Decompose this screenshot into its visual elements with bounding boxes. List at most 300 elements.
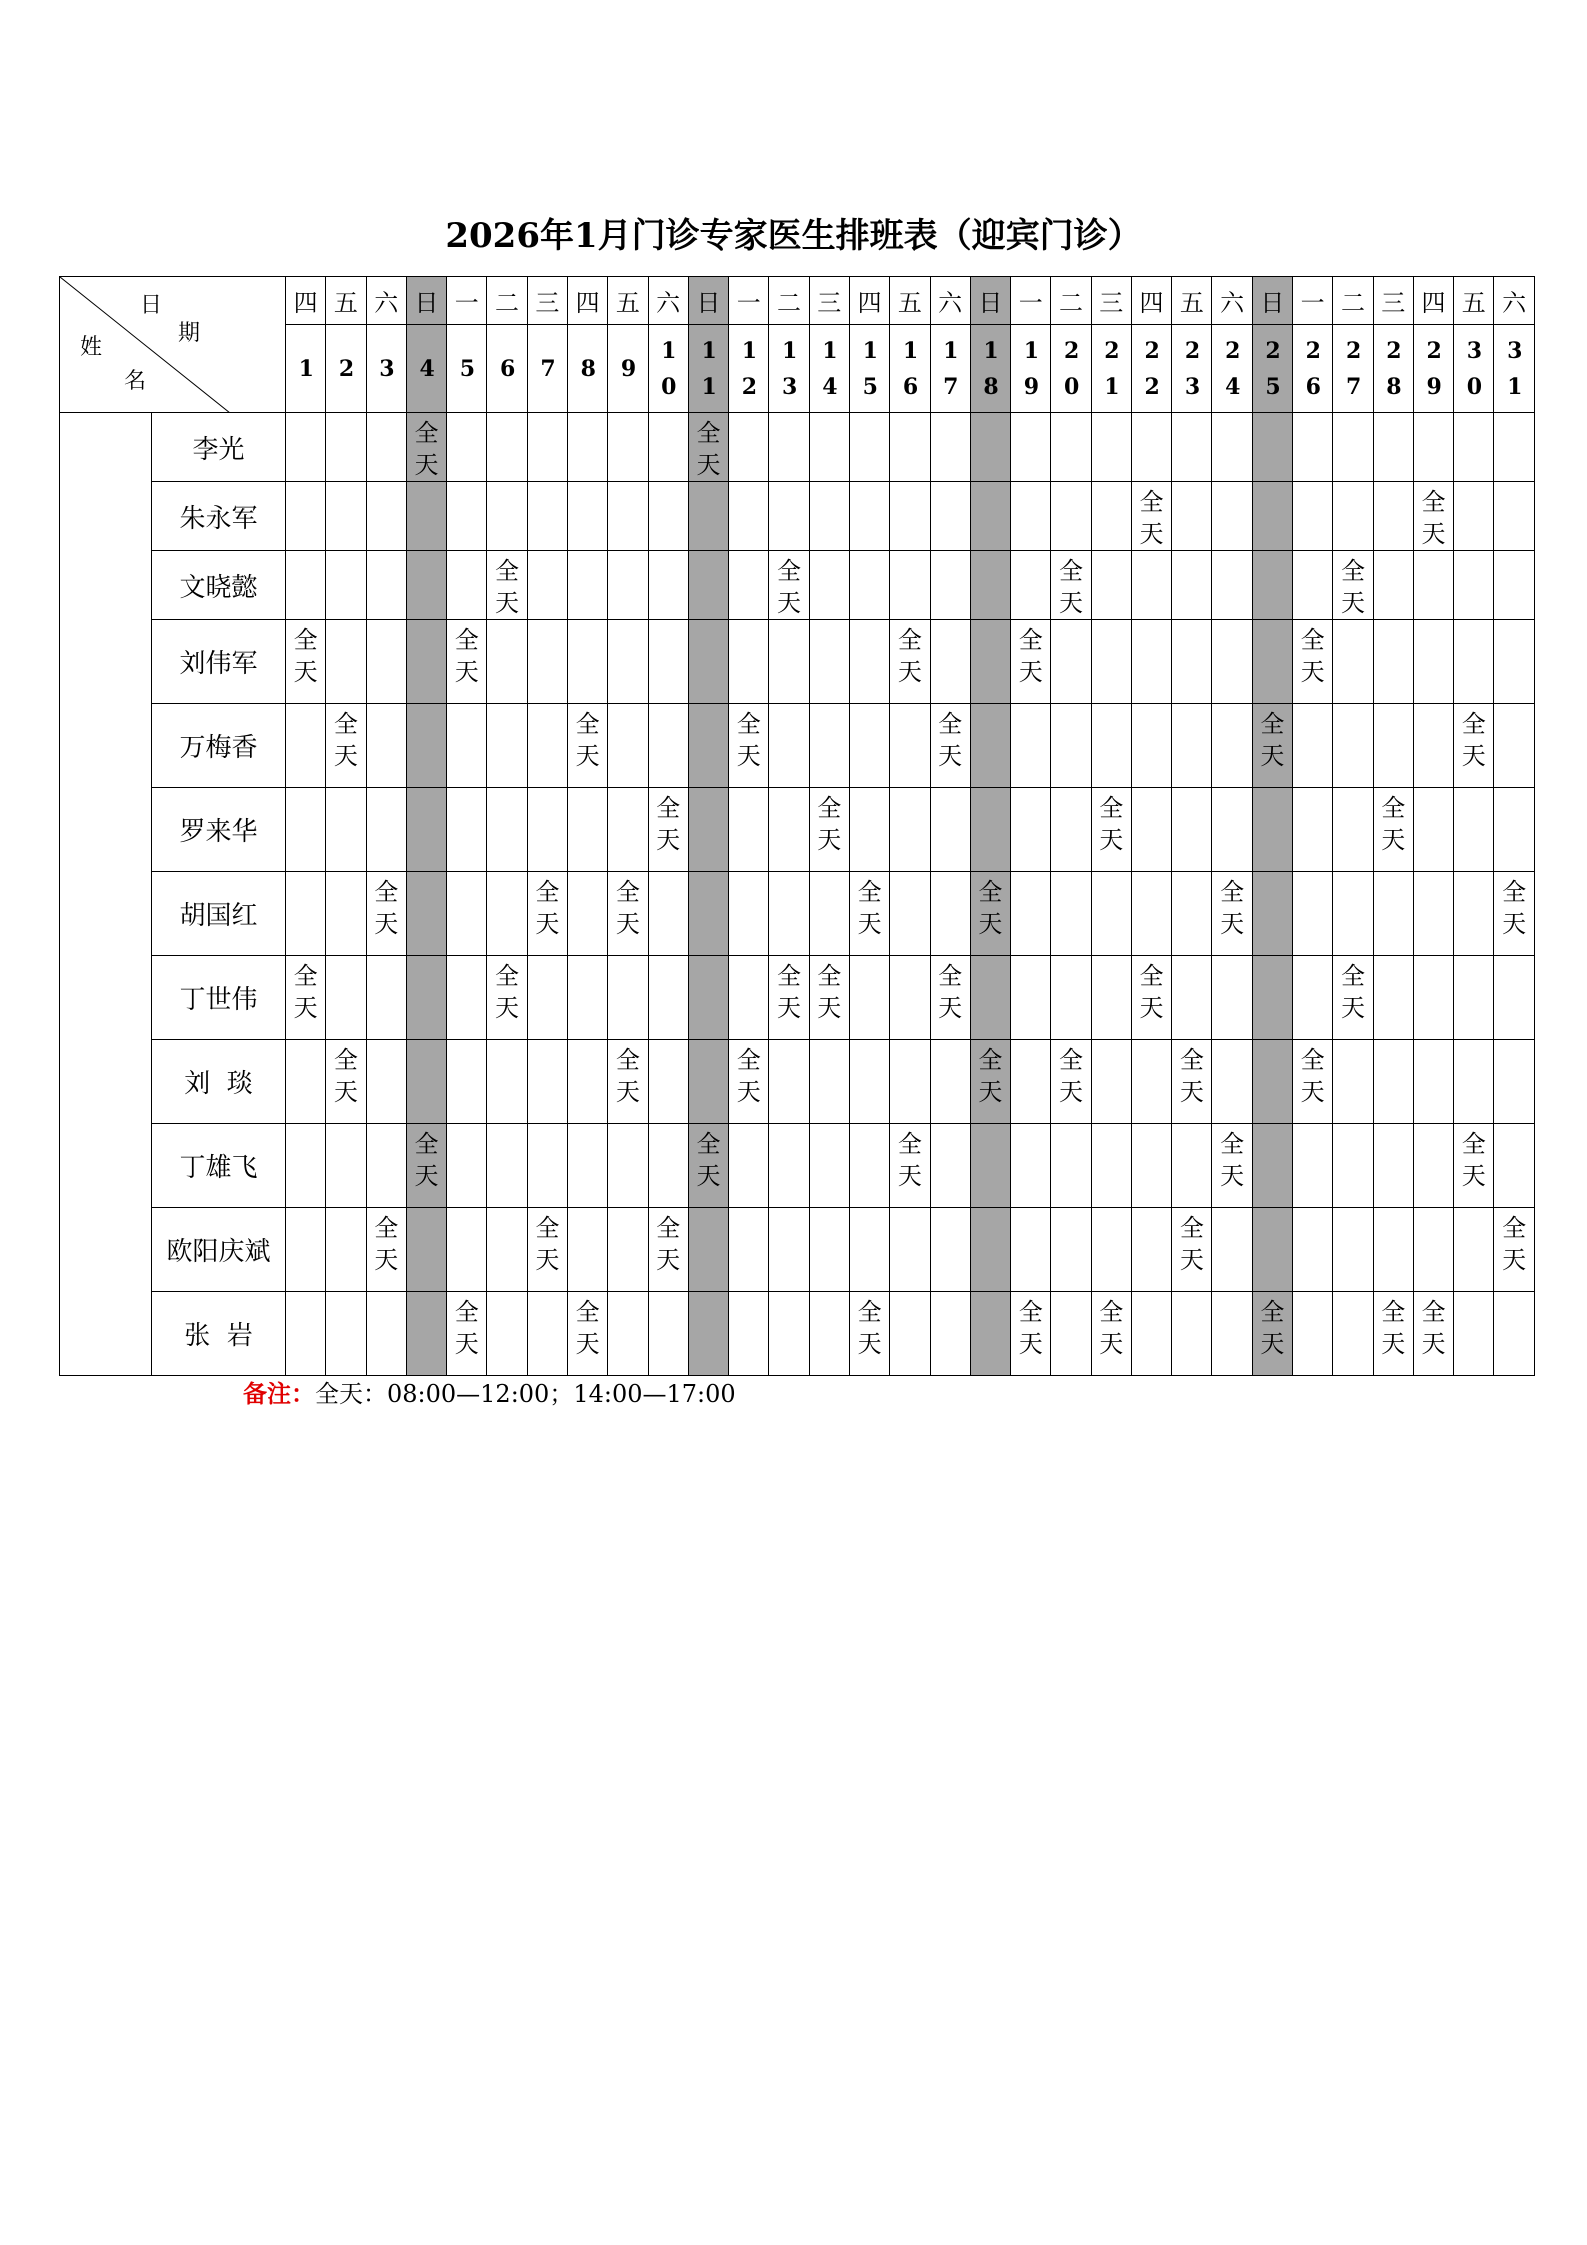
schedule-cell-day-29	[1413, 1040, 1453, 1124]
shift-label: 全天	[615, 878, 640, 938]
shift-label: 全天	[1502, 878, 1527, 938]
schedule-cell-day-21	[1091, 551, 1131, 620]
schedule-cell-day-29	[1413, 551, 1453, 620]
schedule-cell-day-3	[366, 872, 406, 956]
shift-label: 全天	[656, 1214, 681, 1274]
schedule-cell-day-23	[1172, 704, 1212, 788]
schedule-cell-day-13	[769, 1124, 809, 1208]
schedule-cell-day-14	[809, 551, 849, 620]
shift-label: 全天	[1099, 1298, 1124, 1358]
shift-label: 全天	[1381, 794, 1406, 854]
date-header-5	[447, 325, 487, 413]
schedule-cell-day-29	[1413, 956, 1453, 1040]
schedule-cell-day-16	[890, 1124, 930, 1208]
date-header-1	[286, 325, 326, 413]
schedule-cell-day-14	[809, 1208, 849, 1292]
schedule-cell-day-5	[447, 482, 487, 551]
date-header-14	[809, 325, 849, 413]
shift-label: 全天	[817, 962, 842, 1022]
doctor-name: 文晓懿	[152, 551, 286, 620]
schedule-cell-day-5	[447, 956, 487, 1040]
shift-label: 全天	[1300, 626, 1325, 686]
schedule-cell-day-10	[648, 1292, 688, 1376]
schedule-cell-day-18	[970, 872, 1010, 956]
date-number: 23	[1184, 337, 1201, 400]
date-header-28	[1373, 325, 1413, 413]
schedule-cell-day-24	[1212, 1040, 1252, 1124]
schedule-cell-day-14	[809, 704, 849, 788]
date-number: 21	[1104, 337, 1120, 400]
weekday-header-16: 五	[890, 277, 930, 325]
schedule-cell-day-19	[1011, 1040, 1051, 1124]
schedule-cell-day-22	[1131, 551, 1171, 620]
doctor-name: 张 岩	[152, 1292, 286, 1376]
schedule-cell-day-29	[1413, 413, 1453, 482]
schedule-cell-day-15	[849, 872, 889, 956]
schedule-cell-day-28	[1373, 1124, 1413, 1208]
schedule-cell-day-15	[849, 1040, 889, 1124]
doctor-row	[60, 413, 1535, 482]
schedule-cell-day-6	[487, 413, 527, 482]
schedule-cell-day-27	[1333, 788, 1373, 872]
date-number: 10	[661, 337, 677, 400]
date-header-25	[1252, 325, 1292, 413]
schedule-cell-day-10	[648, 413, 688, 482]
schedule-cell-day-31	[1494, 1040, 1534, 1124]
schedule-cell-day-9	[608, 551, 648, 620]
schedule-cell-day-13	[769, 620, 809, 704]
schedule-cell-day-31	[1494, 413, 1534, 482]
schedule-cell-day-21	[1091, 482, 1131, 551]
schedule-cell-day-26	[1293, 704, 1333, 788]
date-number: 22	[1144, 337, 1160, 400]
schedule-cell-day-13	[769, 1292, 809, 1376]
doctor-row	[60, 956, 1535, 1040]
schedule-cell-day-23	[1172, 1208, 1212, 1292]
schedule-cell-day-6	[487, 1124, 527, 1208]
schedule-cell-day-18	[970, 551, 1010, 620]
schedule-cell-day-3	[366, 551, 406, 620]
schedule-cell-day-25	[1252, 956, 1292, 1040]
schedule-cell-day-23	[1172, 482, 1212, 551]
schedule-cell-day-16	[890, 788, 930, 872]
weekday-header-24: 六	[1212, 277, 1252, 325]
schedule-cell-day-8	[567, 620, 607, 704]
schedule-cell-day-31	[1494, 551, 1534, 620]
schedule-cell-day-18	[970, 788, 1010, 872]
schedule-cell-day-18	[970, 413, 1010, 482]
schedule-cell-day-30	[1454, 620, 1494, 704]
schedule-cell-day-28	[1373, 1292, 1413, 1376]
shift-label: 全天	[374, 1214, 399, 1274]
schedule-cell-day-8	[567, 1208, 607, 1292]
schedule-cell-day-7	[527, 872, 567, 956]
schedule-cell-day-27	[1333, 620, 1373, 704]
shift-label: 全天	[1340, 557, 1365, 617]
schedule-cell-day-3	[366, 1292, 406, 1376]
schedule-cell-day-22	[1131, 1208, 1171, 1292]
schedule-cell-day-28	[1373, 872, 1413, 956]
schedule-cell-day-9	[608, 1124, 648, 1208]
schedule-cell-day-23	[1172, 872, 1212, 956]
date-header-7	[527, 325, 567, 413]
date-label: 日	[140, 293, 163, 318]
schedule-cell-day-24	[1212, 1208, 1252, 1292]
date-header-10	[648, 325, 688, 413]
doctor-name: 丁世伟	[152, 956, 286, 1040]
remark	[243, 1374, 736, 1409]
remark-text: 全天：08:00—12:00；14:00—17:00	[315, 1380, 736, 1408]
doctor-name: 丁雄飞	[152, 1124, 286, 1208]
schedule-cell-day-17	[930, 1124, 970, 1208]
schedule-cell-day-24	[1212, 551, 1252, 620]
schedule-cell-day-12	[729, 1292, 769, 1376]
shift-label: 全天	[535, 878, 560, 938]
schedule-cell-day-21	[1091, 620, 1131, 704]
schedule-cell-day-2	[326, 1208, 366, 1292]
schedule-cell-day-30	[1454, 413, 1494, 482]
schedule-cell-day-22	[1131, 413, 1171, 482]
schedule-cell-day-3	[366, 482, 406, 551]
schedule-cell-day-9	[608, 620, 648, 704]
schedule-cell-day-11	[688, 1292, 728, 1376]
schedule-cell-day-20	[1051, 1292, 1091, 1376]
schedule-cell-day-12	[729, 788, 769, 872]
shift-label: 全天	[1179, 1214, 1204, 1274]
schedule-cell-day-2	[326, 1124, 366, 1208]
schedule-cell-day-20	[1051, 956, 1091, 1040]
schedule-cell-day-6	[487, 482, 527, 551]
schedule-cell-day-27	[1333, 551, 1373, 620]
schedule-cell-day-27	[1333, 956, 1373, 1040]
schedule-cell-day-18	[970, 482, 1010, 551]
schedule-cell-day-30	[1454, 788, 1494, 872]
schedule-cell-day-30	[1454, 1208, 1494, 1292]
doctor-name: 欧阳庆斌	[152, 1208, 286, 1292]
schedule-cell-day-8	[567, 1124, 607, 1208]
schedule-cell-day-29	[1413, 704, 1453, 788]
doctor-row	[60, 872, 1535, 956]
date-number: 2	[338, 355, 355, 382]
schedule-cell-day-8	[567, 1292, 607, 1376]
weekday-header-19: 一	[1011, 277, 1051, 325]
schedule-cell-day-31	[1494, 872, 1534, 956]
schedule-cell-day-25	[1252, 872, 1292, 956]
schedule-cell-day-19	[1011, 788, 1051, 872]
schedule-cell-day-22	[1131, 1292, 1171, 1376]
schedule-cell-day-27	[1333, 872, 1373, 956]
schedule-cell-day-2	[326, 482, 366, 551]
schedule-cell-day-1	[286, 413, 326, 482]
schedule-cell-day-23	[1172, 413, 1212, 482]
schedule-cell-day-21	[1091, 1124, 1131, 1208]
doctor-name: 刘伟军	[152, 620, 286, 704]
schedule-cell-day-16	[890, 1292, 930, 1376]
weekday-header-27: 二	[1333, 277, 1373, 325]
shift-label: 全天	[656, 794, 681, 854]
schedule-cell-day-11	[688, 1124, 728, 1208]
schedule-cell-day-26	[1293, 620, 1333, 704]
date-number: 5	[459, 355, 476, 382]
date-header-19	[1011, 325, 1051, 413]
schedule-cell-day-22	[1131, 704, 1171, 788]
schedule-cell-day-15	[849, 620, 889, 704]
weekday-header-21: 三	[1091, 277, 1131, 325]
schedule-cell-day-12	[729, 1124, 769, 1208]
schedule-cell-day-5	[447, 620, 487, 704]
schedule-cell-day-16	[890, 413, 930, 482]
schedule-cell-day-14	[809, 1292, 849, 1376]
schedule-cell-day-21	[1091, 956, 1131, 1040]
schedule-cell-day-13	[769, 956, 809, 1040]
doctor-row	[60, 788, 1535, 872]
date-header-27	[1333, 325, 1373, 413]
schedule-cell-day-28	[1373, 551, 1413, 620]
schedule-cell-day-26	[1293, 1292, 1333, 1376]
schedule-cell-day-3	[366, 956, 406, 1040]
schedule-cell-day-30	[1454, 551, 1494, 620]
shift-label: 全天	[736, 710, 761, 770]
schedule-cell-day-3	[366, 1124, 406, 1208]
weekday-header-23: 五	[1172, 277, 1212, 325]
schedule-cell-day-23	[1172, 1040, 1212, 1124]
schedule-cell-day-16	[890, 620, 930, 704]
schedule-cell-day-5	[447, 1292, 487, 1376]
schedule-cell-day-11	[688, 704, 728, 788]
schedule-cell-day-26	[1293, 788, 1333, 872]
schedule-cell-day-11	[688, 551, 728, 620]
schedule-cell-day-2	[326, 551, 366, 620]
weekday-header-10: 六	[648, 277, 688, 325]
schedule-cell-day-13	[769, 482, 809, 551]
date-label-2: 期	[178, 321, 201, 346]
schedule-cell-day-2	[326, 620, 366, 704]
schedule-cell-day-18	[970, 1124, 1010, 1208]
schedule-cell-day-25	[1252, 1040, 1292, 1124]
date-header-3	[366, 325, 406, 413]
schedule-cell-day-5	[447, 788, 487, 872]
schedule-cell-day-17	[930, 1040, 970, 1124]
schedule-cell-day-12	[729, 704, 769, 788]
schedule-cell-day-25	[1252, 704, 1292, 788]
doctor-name: 罗来华	[152, 788, 286, 872]
schedule-cell-day-21	[1091, 413, 1131, 482]
schedule-cell-day-1	[286, 551, 326, 620]
schedule-cell-day-14	[809, 788, 849, 872]
schedule-cell-day-31	[1494, 1124, 1534, 1208]
doctor-row	[60, 1292, 1535, 1376]
weekday-header-15: 四	[849, 277, 889, 325]
schedule-cell-day-16	[890, 1208, 930, 1292]
schedule-cell-day-4	[406, 704, 446, 788]
group-cell	[60, 413, 152, 1376]
schedule-cell-day-19	[1011, 1124, 1051, 1208]
schedule-cell-day-4	[406, 1040, 446, 1124]
schedule-cell-day-1	[286, 1040, 326, 1124]
shift-label: 全天	[1220, 1130, 1245, 1190]
date-number: 14	[822, 337, 838, 400]
schedule-cell-day-11	[688, 413, 728, 482]
schedule-cell-day-20	[1051, 482, 1091, 551]
schedule-cell-day-7	[527, 788, 567, 872]
schedule-cell-day-19	[1011, 704, 1051, 788]
schedule-cell-day-31	[1494, 620, 1534, 704]
shift-label: 全天	[1461, 1130, 1486, 1190]
schedule-cell-day-8	[567, 956, 607, 1040]
schedule-cell-day-19	[1011, 482, 1051, 551]
schedule-cell-day-7	[527, 1208, 567, 1292]
schedule-cell-day-5	[447, 1040, 487, 1124]
schedule-cell-day-19	[1011, 1292, 1051, 1376]
schedule-cell-day-30	[1454, 1124, 1494, 1208]
date-number: 17	[943, 337, 959, 400]
schedule-cell-day-9	[608, 956, 648, 1040]
schedule-cell-day-20	[1051, 788, 1091, 872]
shift-label: 全天	[777, 962, 802, 1022]
schedule-cell-day-31	[1494, 956, 1534, 1040]
doctor-row	[60, 620, 1535, 704]
date-number: 3	[379, 355, 395, 382]
shift-label: 全天	[454, 626, 479, 686]
doctor-name: 李光	[152, 413, 286, 482]
schedule-cell-day-3	[366, 1208, 406, 1292]
schedule-cell-day-28	[1373, 1040, 1413, 1124]
schedule-cell-day-15	[849, 956, 889, 1040]
schedule-cell-day-16	[890, 1040, 930, 1124]
schedule-cell-day-20	[1051, 413, 1091, 482]
shift-label: 全天	[817, 794, 842, 854]
schedule-cell-day-15	[849, 788, 889, 872]
schedule-cell-day-24	[1212, 704, 1252, 788]
schedule-cell-day-12	[729, 413, 769, 482]
shift-label: 全天	[897, 626, 922, 686]
schedule-cell-day-10	[648, 704, 688, 788]
schedule-cell-day-31	[1494, 704, 1534, 788]
weekday-header-14: 三	[809, 277, 849, 325]
schedule-cell-day-16	[890, 872, 930, 956]
date-header-16	[890, 325, 930, 413]
schedule-cell-day-4	[406, 413, 446, 482]
schedule-cell-day-8	[567, 413, 607, 482]
weekday-header-3: 六	[366, 277, 406, 325]
weekday-header-17: 六	[930, 277, 970, 325]
schedule-cell-day-14	[809, 482, 849, 551]
date-number: 29	[1426, 337, 1442, 400]
schedule-cell-day-15	[849, 413, 889, 482]
date-number: 9	[620, 355, 637, 382]
shift-label: 全天	[696, 1130, 721, 1190]
schedule-cell-day-17	[930, 704, 970, 788]
schedule-cell-day-10	[648, 1124, 688, 1208]
schedule-cell-day-29	[1413, 482, 1453, 551]
schedule-cell-day-29	[1413, 1292, 1453, 1376]
schedule-cell-day-2	[326, 1292, 366, 1376]
schedule-cell-day-14	[809, 872, 849, 956]
shift-label: 全天	[777, 557, 802, 617]
schedule-cell-day-20	[1051, 1124, 1091, 1208]
schedule-cell-day-9	[608, 1208, 648, 1292]
schedule-cell-day-12	[729, 620, 769, 704]
schedule-cell-day-13	[769, 551, 809, 620]
schedule-cell-day-22	[1131, 482, 1171, 551]
schedule-cell-day-22	[1131, 956, 1171, 1040]
schedule-cell-day-4	[406, 482, 446, 551]
schedule-cell-day-26	[1293, 872, 1333, 956]
schedule-cell-day-14	[809, 620, 849, 704]
schedule-cell-day-18	[970, 1040, 1010, 1124]
schedule-cell-day-1	[286, 872, 326, 956]
schedule-cell-day-2	[326, 956, 366, 1040]
date-number: 26	[1305, 337, 1321, 400]
remark-label: 备注：	[243, 1379, 315, 1408]
schedule-cell-day-15	[849, 1208, 889, 1292]
schedule-cell-day-20	[1051, 551, 1091, 620]
shift-label: 全天	[978, 878, 1003, 938]
schedule-cell-day-25	[1252, 482, 1292, 551]
shift-label: 全天	[1018, 626, 1043, 686]
shift-label: 全天	[696, 419, 721, 479]
schedule-cell-day-31	[1494, 788, 1534, 872]
shift-label: 全天	[1502, 1214, 1527, 1274]
shift-label: 全天	[1179, 1046, 1204, 1106]
schedule-cell-day-15	[849, 482, 889, 551]
weekday-header-30: 五	[1454, 277, 1494, 325]
schedule-cell-day-19	[1011, 956, 1051, 1040]
schedule-cell-day-4	[406, 788, 446, 872]
name-label: 姓	[80, 335, 103, 360]
schedule-cell-day-30	[1454, 1292, 1494, 1376]
schedule-cell-day-12	[729, 551, 769, 620]
weekday-header-18: 日	[970, 277, 1010, 325]
shift-label: 全天	[1058, 557, 1083, 617]
schedule-cell-day-13	[769, 704, 809, 788]
shift-label: 全天	[938, 962, 963, 1022]
doctor-row	[60, 1208, 1535, 1292]
schedule-cell-day-17	[930, 482, 970, 551]
schedule-cell-day-14	[809, 413, 849, 482]
schedule-cell-day-24	[1212, 956, 1252, 1040]
schedule-cell-day-1	[286, 1124, 326, 1208]
shift-label: 全天	[736, 1046, 761, 1106]
schedule-cell-day-29	[1413, 1208, 1453, 1292]
date-header-15	[849, 325, 889, 413]
schedule-cell-day-4	[406, 1124, 446, 1208]
schedule-cell-day-21	[1091, 1040, 1131, 1124]
shift-label: 全天	[978, 1046, 1003, 1106]
schedule-cell-day-6	[487, 551, 527, 620]
schedule-cell-day-9	[608, 704, 648, 788]
schedule-cell-day-31	[1494, 1208, 1534, 1292]
shift-label: 全天	[414, 419, 439, 479]
schedule-cell-day-5	[447, 872, 487, 956]
schedule-cell-day-29	[1413, 1124, 1453, 1208]
weekday-header-29: 四	[1413, 277, 1453, 325]
schedule-cell-day-24	[1212, 872, 1252, 956]
schedule-cell-day-17	[930, 413, 970, 482]
doctor-name: 刘 琰	[152, 1040, 286, 1124]
schedule-cell-day-5	[447, 704, 487, 788]
schedule-cell-day-16	[890, 956, 930, 1040]
shift-label: 全天	[1421, 488, 1446, 548]
date-header-17	[930, 325, 970, 413]
date-number: 31	[1507, 337, 1523, 400]
shift-label: 全天	[293, 962, 318, 1022]
weekday-header-4: 日	[406, 277, 446, 325]
shift-label: 全天	[495, 557, 520, 617]
date-number: 16	[902, 337, 919, 400]
schedule-cell-day-9	[608, 1040, 648, 1124]
schedule-cell-day-26	[1293, 1124, 1333, 1208]
